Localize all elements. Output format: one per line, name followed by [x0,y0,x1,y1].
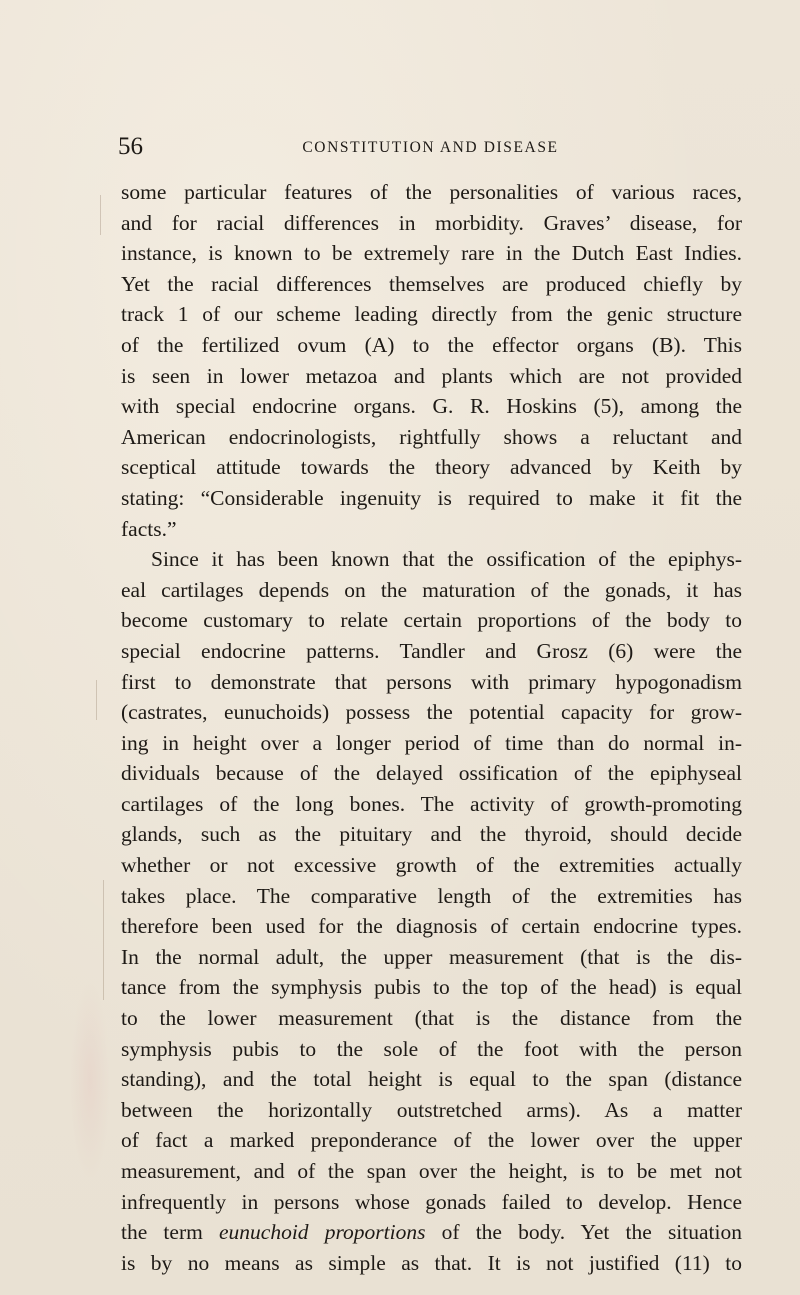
text-line: between the horizontally outstretched arms). As a matter [121,1097,742,1122]
paragraph-start-line: Since it has been known that the ossification of the epiphys- [151,547,742,572]
text-line: dividuals because of the delayed ossification of the epiphyseal [121,761,742,786]
text-line: first to demonstrate that persons with primary hypogonadism [121,669,742,694]
text-line: takes place. The comparative length of the extremities has [121,883,742,908]
text-line: (castrates, eunuchoids) possess the potential capacity for grow- [121,700,742,725]
text-line: tance from the symphysis pubis to the top of the head) is equal [121,975,742,1000]
italic-term: eunuchoid proportions [219,1220,426,1245]
text-segment: the term [121,1220,219,1245]
running-title: CONSTITUTION AND DISEASE [302,139,559,156]
text-line: symphysis pubis to the sole of the foot with the person [121,1036,742,1061]
margin-mark [100,195,101,235]
text-line: some particular features of the personalities of various races, [121,180,742,204]
text-line: Yet the racial differences themselves are produced chiefly by [121,271,742,296]
text-line: with special endocrine organs. G. R. Hoskins (5), among the [121,394,742,419]
text-line: is seen in lower metazoa and plants which are not provided [121,363,742,388]
text-line: facts.” [121,516,177,541]
text-line: of fact a marked preponderance of the lower over the upper [121,1128,742,1153]
text-line: stating: “Considerable ingenuity is required to make it fit the [121,485,742,510]
text-line: ing in height over a longer period of time than do normal in- [121,730,742,755]
margin-mark [103,880,104,1000]
text-segment: of the body. Yet the situation [425,1220,742,1245]
page-number: 56 [118,133,143,160]
text-line: is by no means as simple as that. It is not justified (11) to [121,1250,742,1275]
text-line: therefore been used for the diagnosis of certain endocrine types. [121,914,742,939]
text-line: of the fertilized ovum (A) to the effector organs (B). This [121,332,742,357]
text-line: In the normal adult, the upper measurement (that is the dis- [121,944,742,969]
margin-mark [96,680,97,720]
text-line-with-italic [121,1217,742,1248]
text-line: to the lower measurement (that is the distance from the [121,1006,742,1031]
text-line: and for racial differences in morbidity. Graves’ disease, for [121,210,742,235]
text-line: cartilages of the long bones. The activity of growth-promoting [121,791,742,816]
text-line: measurement, and of the span over the height, is to be met not [121,1159,742,1183]
text-line: track 1 of our scheme leading directly from the genic structure [121,302,742,327]
text-line: instance, is known to be extremely rare in the Dutch East Indies. [121,241,742,266]
text-line: American endocrinologists, rightfully shows a reluctant and [121,424,742,449]
paper-stain [70,980,110,1180]
text-line: special endocrine patterns. Tandler and Grosz (6) were the [121,638,742,663]
text-line: become customary to relate certain proportions of the body to [121,608,742,633]
text-line: eal cartilages depends on the maturation of the gonads, it has [121,577,742,602]
body-text [121,177,742,1278]
text-line: sceptical attitude towards the theory advanced by Keith by [121,455,742,480]
text-line: glands, such as the pituitary and the thyroid, should decide [121,822,742,847]
text-line: whether or not excessive growth of the extremities actually [121,853,742,878]
text-line: standing), and the total height is equal to the span (distance [121,1067,742,1092]
text-line: infrequently in persons whose gonads failed to develop. Hence [121,1189,742,1214]
page-header [118,130,743,164]
